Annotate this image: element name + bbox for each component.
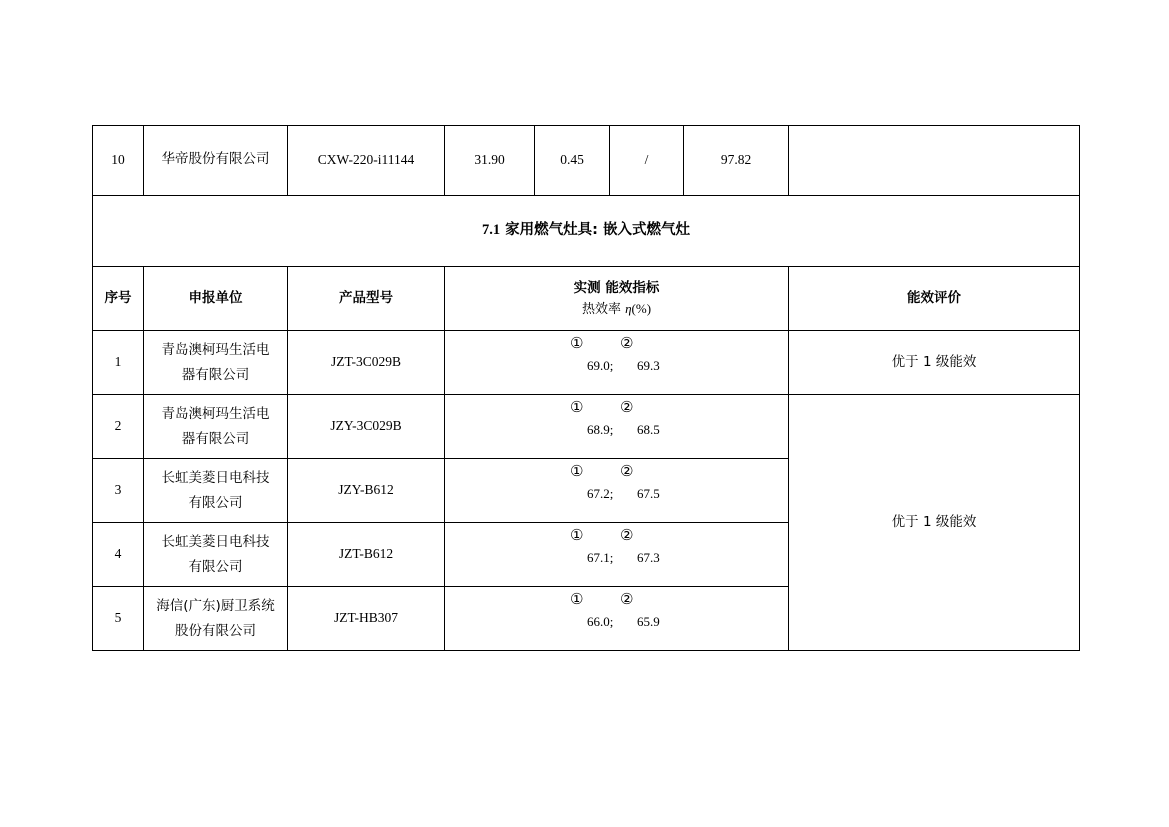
marker-two: ② [620, 526, 634, 544]
product-model: JZY-3C029B [288, 395, 445, 459]
efficiency-table [92, 125, 1080, 651]
measurement-cell [445, 459, 789, 523]
company-name: 海信(广东)厨卫系统股份有限公司 [156, 597, 275, 639]
marker-one: ① [570, 398, 584, 416]
marker-two: ② [620, 334, 634, 352]
header-model: 产品型号 [288, 267, 445, 331]
thermal-unit: (%) [631, 300, 652, 316]
company-name: 华帝股份有限公司 [144, 126, 288, 196]
section-number: 7.1 [481, 222, 501, 239]
marker-one: ① [570, 334, 584, 352]
header-measured [445, 267, 789, 331]
marker-two: ② [620, 398, 634, 416]
value-cell: 0.45 [535, 126, 610, 196]
product-model: JZT-B612 [288, 523, 445, 587]
measurement-cell [445, 587, 789, 651]
company-name: 青岛澳柯玛生活电器有限公司 [161, 341, 270, 383]
row-index: 3 [93, 459, 144, 523]
table-row [93, 331, 1080, 395]
measurement-one: 66.0; [587, 614, 614, 629]
company-name: 长虹美菱日电科技有限公司 [161, 533, 270, 575]
header-company: 申报单位 [144, 267, 288, 331]
marker-one: ① [570, 462, 584, 480]
measurement-two: 67.5 [637, 486, 660, 501]
company-cell [144, 459, 288, 523]
table-row [93, 126, 1080, 196]
eta-symbol: η [625, 300, 632, 316]
section-title [93, 196, 1080, 267]
row-index: 1 [93, 331, 144, 395]
header-index: 序号 [93, 267, 144, 331]
measurement-one: 67.2; [587, 486, 614, 501]
measurement-two: 69.3 [637, 358, 660, 373]
company-cell [144, 587, 288, 651]
value-cell [789, 126, 1080, 196]
measurement-one: 67.1; [587, 550, 614, 565]
row-index: 4 [93, 523, 144, 587]
product-model: JZT-HB307 [288, 587, 445, 651]
section-title-text: 家用燃气灶具: 嵌入式燃气灶 [505, 222, 691, 239]
measurement-two: 67.3 [637, 550, 660, 565]
row-index: 10 [93, 126, 144, 196]
marker-two: ② [620, 590, 634, 608]
company-cell [144, 395, 288, 459]
company-cell [144, 331, 288, 395]
company-name: 青岛澳柯玛生活电器有限公司 [161, 405, 270, 447]
company-name: 长虹美菱日电科技有限公司 [161, 469, 270, 511]
marker-two: ② [620, 462, 634, 480]
marker-one: ① [570, 526, 584, 544]
measurement-one: 68.9; [587, 422, 614, 437]
marker-one: ① [570, 590, 584, 608]
section-row [93, 196, 1080, 267]
row-index: 5 [93, 587, 144, 651]
header-row [93, 267, 1080, 331]
measurement-cell [445, 331, 789, 395]
rating-cell-merged: 优于 1 级能效 [789, 395, 1080, 651]
header-thermal [445, 300, 788, 319]
product-model: CXW-220-i11144 [288, 126, 445, 196]
table-row [93, 395, 1080, 459]
header-measured-label: 实测 能效指标 [573, 279, 660, 296]
product-model: JZY-B612 [288, 459, 445, 523]
measurement-two: 68.5 [637, 422, 660, 437]
row-index: 2 [93, 395, 144, 459]
thermal-label: 热效率 [581, 301, 626, 317]
measurement-cell [445, 395, 789, 459]
value-cell: / [610, 126, 684, 196]
product-model: JZT-3C029B [288, 331, 445, 395]
measurement-two: 65.9 [637, 614, 660, 629]
value-cell: 31.90 [445, 126, 535, 196]
measurement-cell [445, 523, 789, 587]
header-rating: 能效评价 [789, 267, 1080, 331]
value-cell: 97.82 [684, 126, 789, 196]
company-cell [144, 523, 288, 587]
rating-cell: 优于 1 级能效 [789, 331, 1080, 395]
measurement-one: 69.0; [587, 358, 614, 373]
